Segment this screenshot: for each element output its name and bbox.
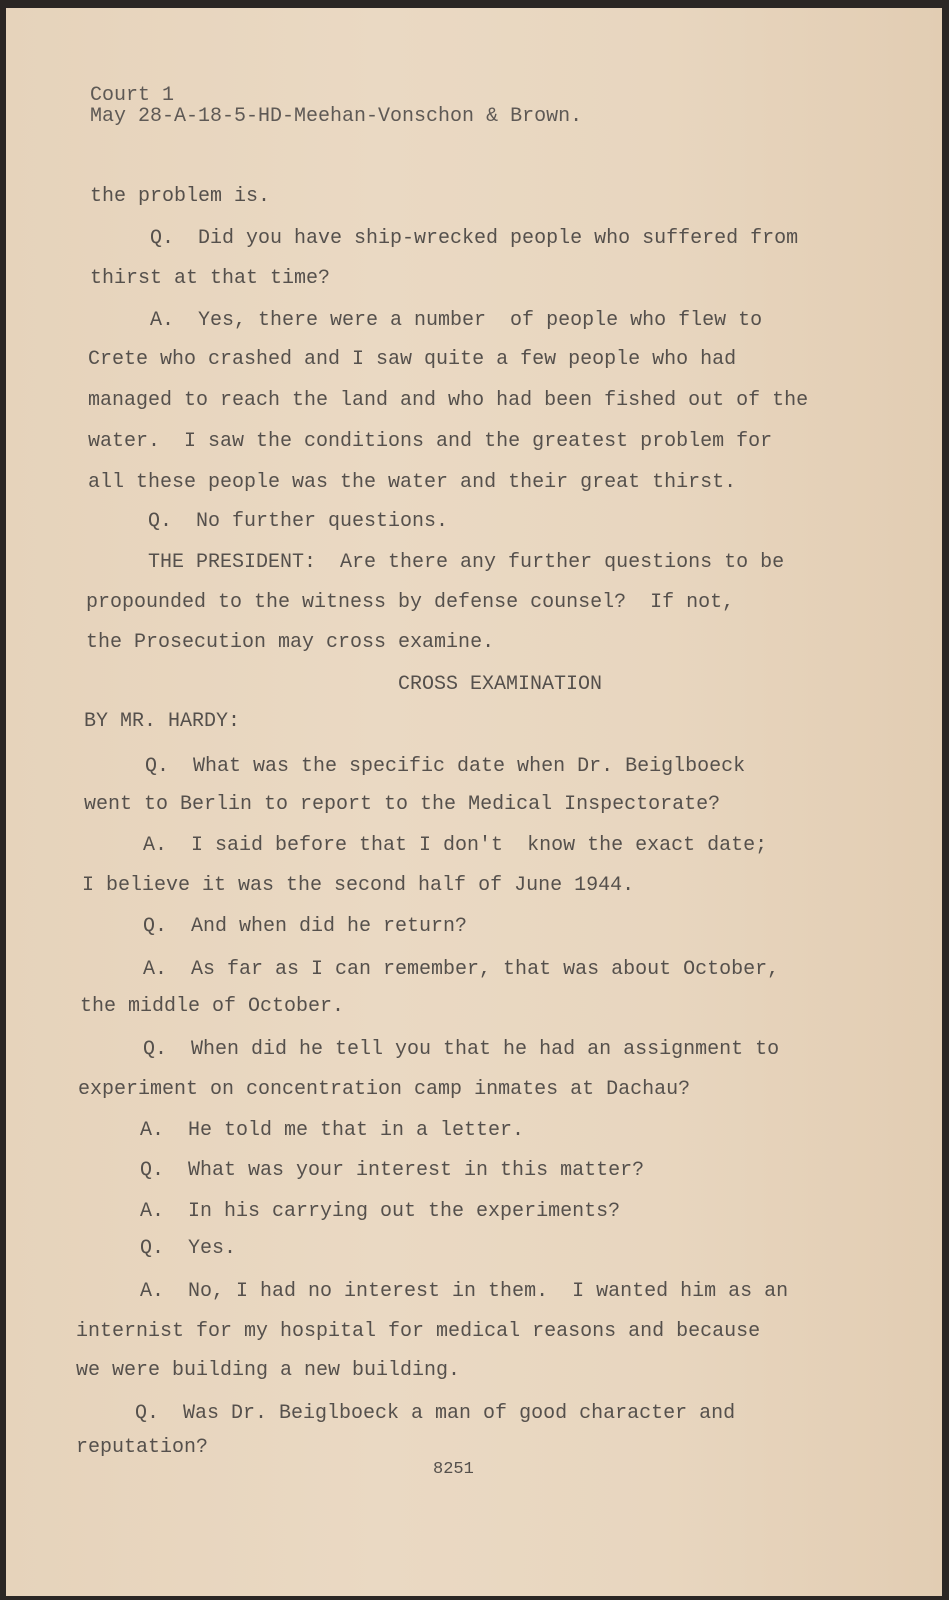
transcript-line: managed to reach the land and who had been fished out of the (88, 389, 809, 412)
transcript-line: went to Berlin to report to the Medical Inspectorate? (84, 793, 721, 816)
transcript-line: A. I said before that I don't know the exact date; (143, 834, 768, 857)
transcript-line: Q. Was Dr. Beiglboeck a man of good character and (135, 1402, 736, 1425)
transcript-line: Q. What was your interest in this matter? (140, 1159, 645, 1182)
transcript-line: I believe it was the second half of June 1944. (82, 874, 635, 897)
page-number: 8251 (433, 1460, 474, 1479)
transcript-line: thirst at that time? (90, 267, 331, 290)
header-court: Court 1 (90, 84, 175, 107)
transcript-line: Q. And when did he return? (143, 915, 468, 938)
document-page (6, 8, 942, 1596)
transcript-line: we were building a new building. (76, 1359, 461, 1382)
transcript-line: propounded to the witness by defense counsel? If not, (86, 591, 735, 614)
transcript-line: Q. No further questions. (148, 510, 449, 533)
transcript-line: internist for my hospital for medical reasons and because (76, 1320, 761, 1343)
transcript-line: THE PRESIDENT: Are there any further questions to be (148, 551, 785, 574)
transcript-line: A. As far as I can remember, that was about October, (143, 958, 780, 981)
transcript-line: the problem is. (90, 185, 271, 208)
transcript-line: the middle of October. (80, 995, 345, 1018)
transcript-line: A. Yes, there were a number of people who flew to (150, 309, 763, 332)
transcript-line: the Prosecution may cross examine. (86, 631, 495, 654)
transcript-line: Q. Did you have ship-wrecked people who suffered from (150, 227, 799, 250)
transcript-line: all these people was the water and their great thirst. (88, 471, 737, 494)
section-heading: CROSS EXAMINATION (398, 673, 603, 696)
transcript-line: Q. What was the specific date when Dr. Beiglboeck (145, 755, 746, 778)
transcript-line: A. He told me that in a letter. (140, 1119, 525, 1142)
transcript-line: A. In his carrying out the experiments? (140, 1200, 621, 1223)
transcript-line: experiment on concentration camp inmates at Dachau? (78, 1078, 691, 1101)
transcript-line: Crete who crashed and I saw quite a few people who had (88, 348, 737, 371)
header-session: May 28-A-18-5-HD-Meehan-Vonschon & Brown. (90, 105, 583, 128)
transcript-line: reputation? (76, 1436, 209, 1459)
transcript-line: water. I saw the conditions and the greatest problem for (88, 430, 773, 453)
examiner-label: BY MR. HARDY: (84, 710, 241, 733)
transcript-line: A. No, I had no interest in them. I wanted him as an (140, 1280, 789, 1303)
transcript-line: Q. Yes. (140, 1237, 237, 1260)
transcript-line: Q. When did he tell you that he had an assignment to (143, 1038, 780, 1061)
